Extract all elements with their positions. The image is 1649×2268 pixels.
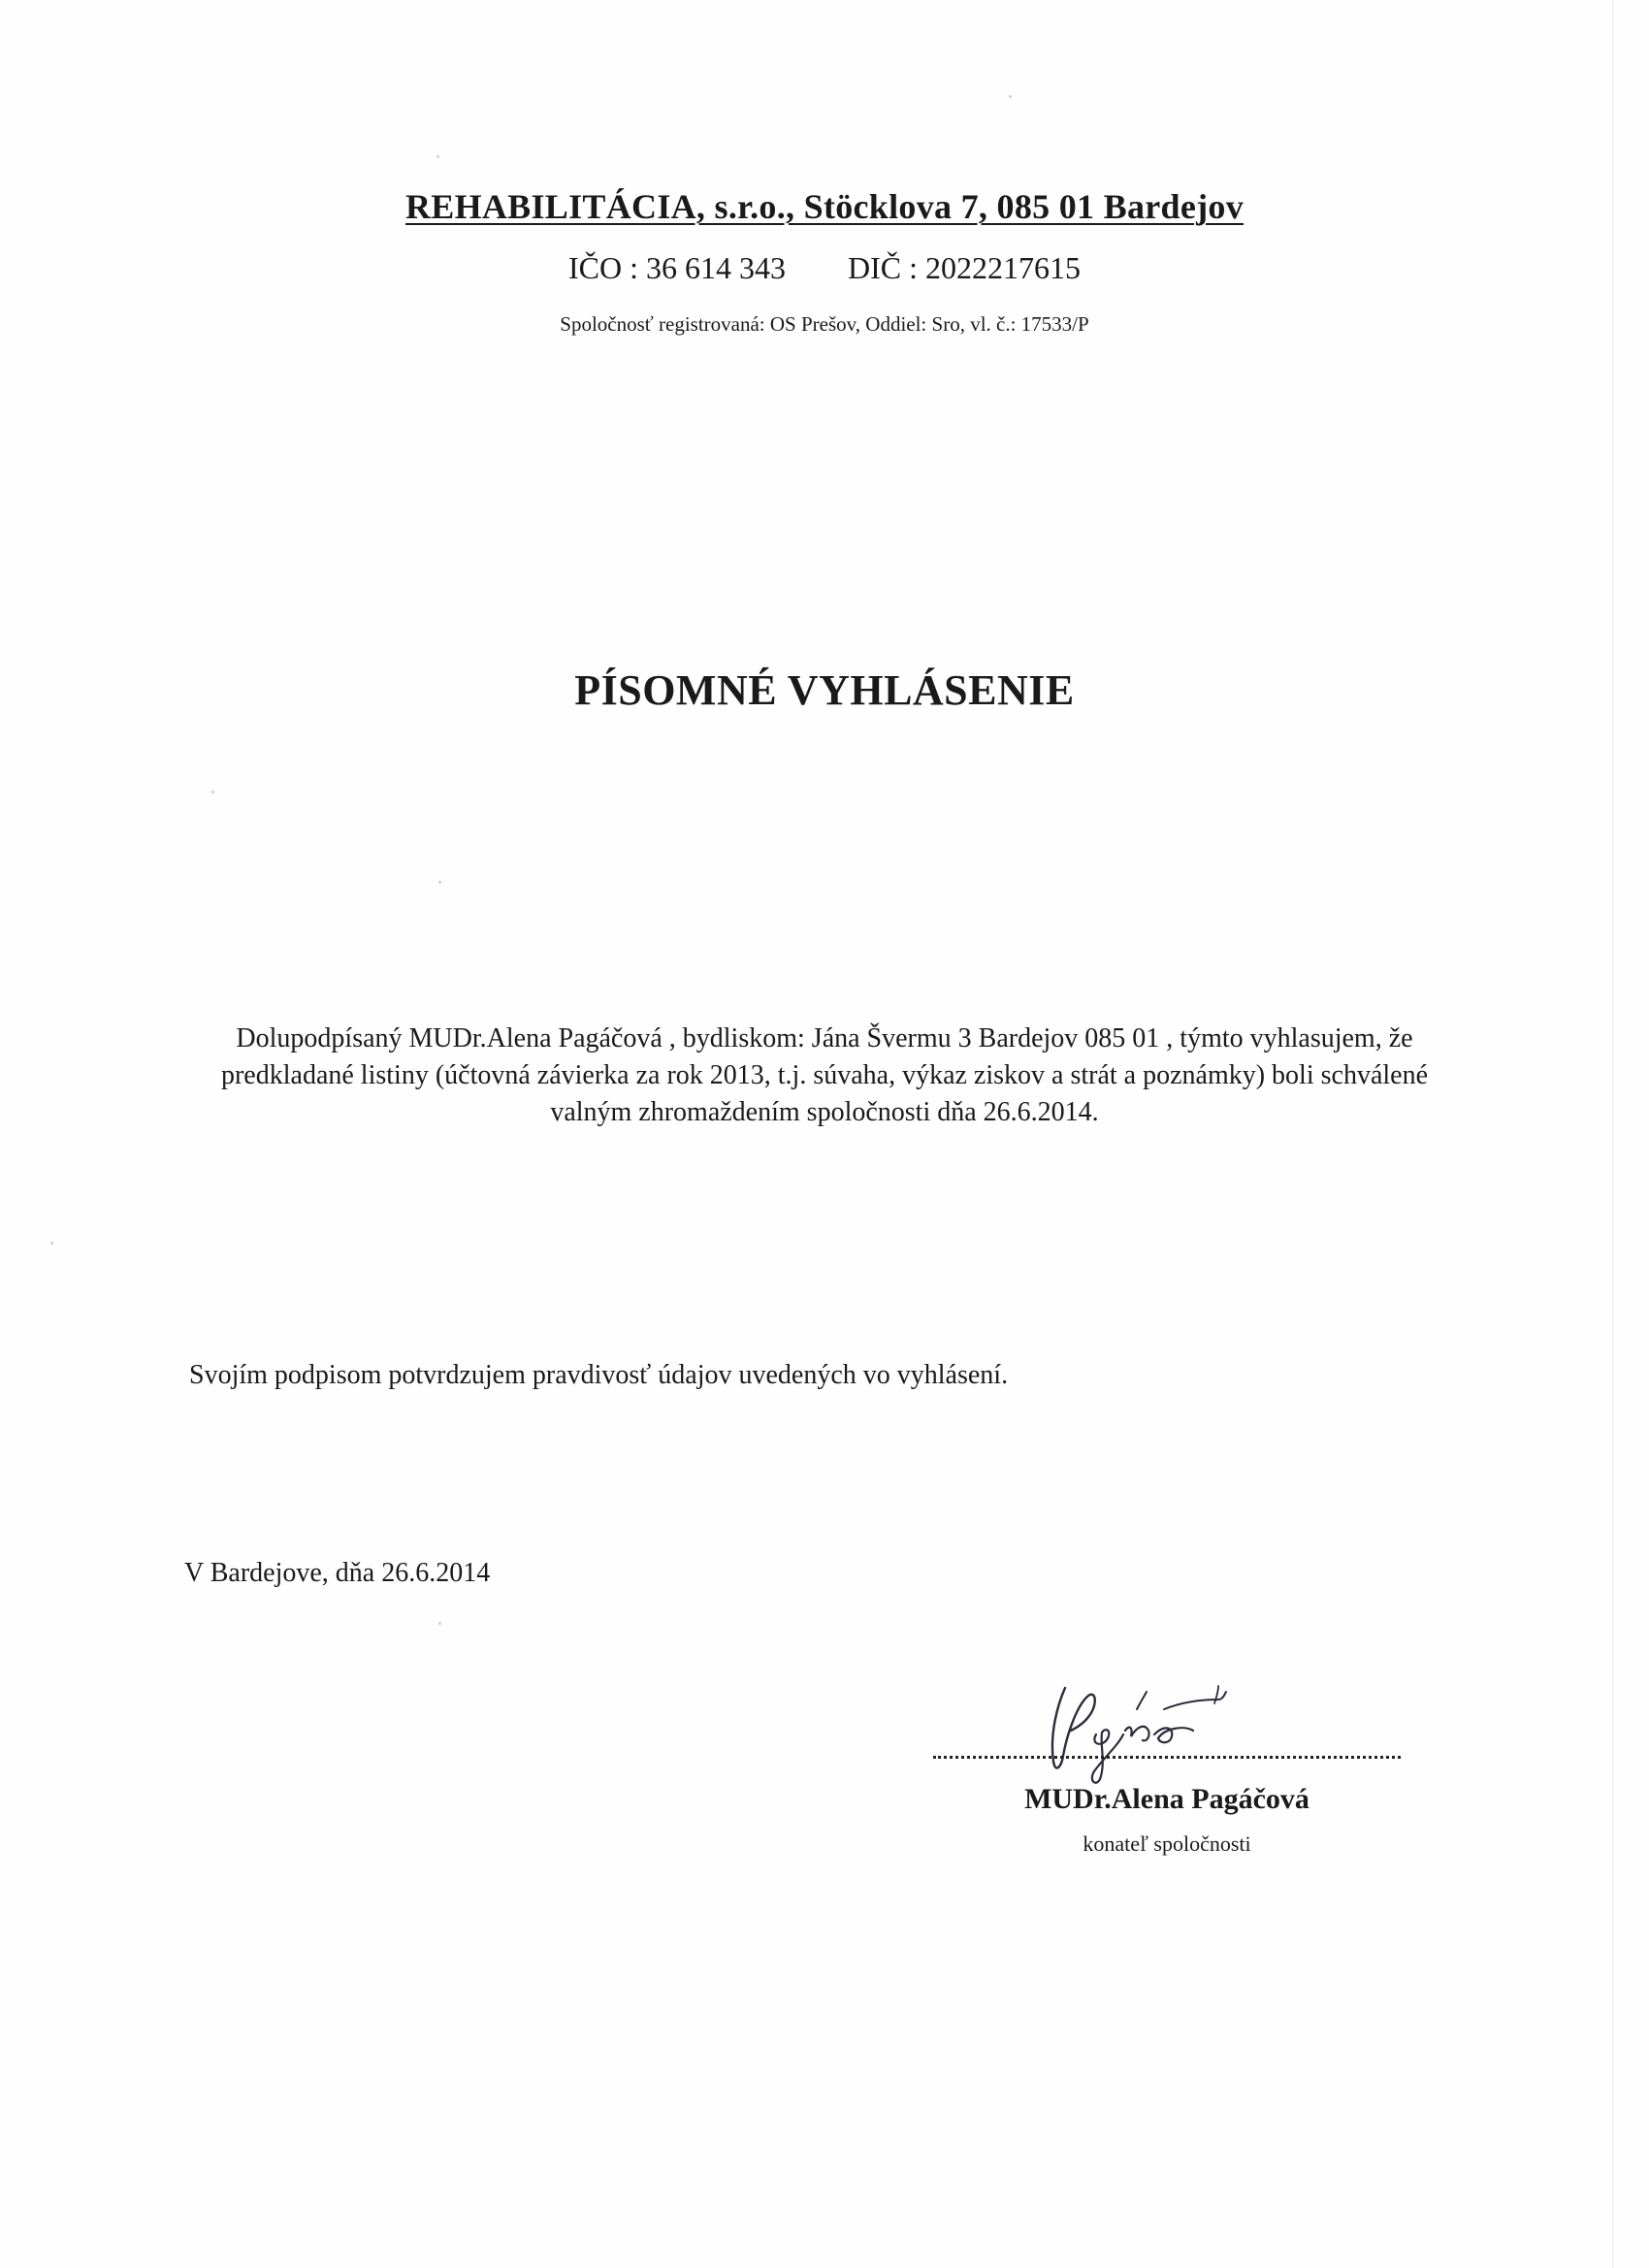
ico-number: IČO : 36 614 343 (568, 250, 786, 285)
scan-edge-line (1612, 0, 1613, 2268)
scan-speck (50, 1242, 53, 1245)
place-and-date: V Bardejove, dňa 26.6.2014 (184, 1558, 491, 1588)
confirmation-statement: Svojím podpisom potvrdzujem pravdivosť údajov uvedených vo vyhlásení. (189, 1360, 1009, 1390)
dic-number: DIČ : 2022217615 (848, 250, 1081, 285)
scan-speck (436, 155, 439, 158)
scan-speck (438, 881, 441, 884)
declaration-line-1: Dolupodpísaný MUDr.Alena Pagáčová , bydliskom: Jána Švermu 3 Bardejov 085 01 , týmto vyhlasujem, že (236, 1023, 1413, 1053)
signature-dotted-line (933, 1746, 1401, 1759)
company-ids (0, 250, 1649, 286)
declaration-line-2: predkladané listiny (účtovná závierka za rok 2013, t.j. súvaha, výkaz ziskov a strát a poznámky) boli schválené (220, 1060, 1429, 1090)
scan-speck (438, 1622, 441, 1625)
scan-speck (1009, 95, 1012, 98)
registration-info: Spoločnosť registrovaná: OS Prešov, Oddiel: Sro, vl. č.: 17533/P (560, 312, 1089, 336)
signer-role: konateľ spoločnosti (1083, 1831, 1251, 1856)
scan-speck (211, 791, 214, 794)
signer-name: MUDr.Alena Pagáčová (1024, 1783, 1310, 1815)
declaration-line-3: valným zhromaždením spoločnosti dňa 26.6.2014. (550, 1097, 1099, 1127)
handwritten-signature-icon (1028, 1667, 1261, 1793)
company-name-address: REHABILITÁCIA, s.r.o., Stöcklova 7, 085 01 Bardejov (404, 187, 1245, 226)
declaration-paragraph (146, 1021, 1504, 1131)
document-title: PÍSOMNÉ VYHLÁSENIE (574, 666, 1075, 714)
company-header (0, 186, 1649, 227)
